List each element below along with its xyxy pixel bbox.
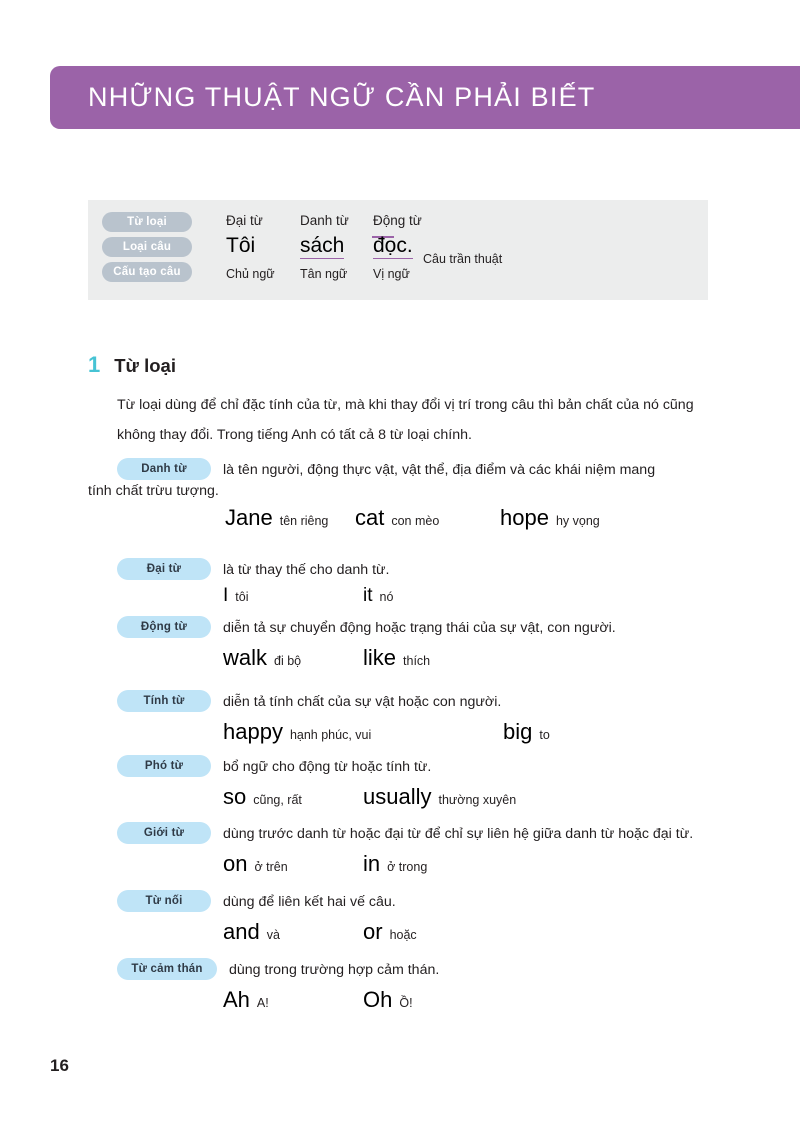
diagram-row-label-sentence-structure: Cấu tạo câu <box>102 262 192 282</box>
example-on-gloss: ở trên <box>254 860 288 874</box>
diagram-column-noun <box>300 213 349 281</box>
example-cat-gloss: con mèo <box>391 514 440 528</box>
diagram-row-label-sentence-type: Loại câu <box>102 237 192 257</box>
entry-adverb-definition: bổ ngữ cho động từ hoặc tính từ. <box>223 759 432 775</box>
example-big <box>503 719 550 745</box>
example-hope-gloss: hy vọng <box>555 514 600 528</box>
example-usually <box>363 784 516 810</box>
entry-preposition-definition: dùng trước danh từ hoặc đại từ để chỉ sự liên hệ giữa danh từ hoặc đại từ. <box>223 826 694 842</box>
example-happy-gloss: hạnh phúc, vui <box>289 728 372 742</box>
example-i <box>223 585 363 607</box>
example-happy-word: happy <box>223 719 283 744</box>
example-i-gloss: tôi <box>235 590 249 604</box>
entry-adjective-pill: Tính từ <box>117 690 211 712</box>
example-it-gloss: nó <box>379 590 394 604</box>
example-hope <box>500 505 600 531</box>
page-title: NHỮNG THUẬT NGỮ CẦN PHẢI BIẾT <box>88 82 596 112</box>
entry-noun-examples <box>225 505 717 531</box>
entry-pronoun-definition: là từ thay thế cho danh từ. <box>223 562 390 578</box>
sentence-structure-diagram <box>88 200 708 300</box>
diagram-sentence-type-note: Câu trần thuật <box>423 252 503 266</box>
diagram-col2-role: Tân ngữ <box>300 267 348 281</box>
example-it <box>363 585 393 607</box>
diagram-col1-word: Tôi <box>226 234 256 257</box>
example-usually-word: usually <box>363 784 432 809</box>
example-walk-gloss: đi bộ <box>274 654 302 668</box>
example-or-gloss: hoặc <box>389 928 417 942</box>
entry-conjunction-definition: dùng để liên kết hai vế câu. <box>223 894 396 910</box>
example-ah-gloss: A! <box>256 996 269 1010</box>
example-in-gloss: ở trong <box>387 860 428 874</box>
example-ah <box>223 987 363 1013</box>
diagram-col3-word-class: Động từ <box>373 213 422 228</box>
example-and <box>223 919 363 945</box>
example-cat <box>355 505 500 531</box>
example-big-gloss: to <box>539 728 550 742</box>
entry-pronoun <box>117 558 717 607</box>
example-walk-word: walk <box>223 645 268 670</box>
example-oh <box>363 987 413 1013</box>
example-so-gloss: cũng, rất <box>253 793 302 807</box>
section-heading <box>88 352 176 378</box>
entry-noun-pill: Danh từ <box>117 458 211 480</box>
example-like-word: like <box>363 645 397 670</box>
entry-preposition-pill: Giới từ <box>117 822 211 844</box>
example-in <box>363 851 427 877</box>
page-number: 16 <box>50 1056 69 1075</box>
entry-adjective-definition: diễn tả tính chất của sự vật hoặc con người. <box>223 694 502 710</box>
example-walk <box>223 645 363 671</box>
entry-conjunction <box>117 890 717 945</box>
diagram-col2-word <box>300 234 349 258</box>
section-intro-paragraph: Từ loại dùng để chỉ đặc tính của từ, mà khi thay đổi vị trí trong câu thì bản chất của nó cũng không thay đổi. Trong tiếng Anh có tất cả 8 từ loại chính. <box>117 397 694 443</box>
example-it-word: it <box>363 585 373 606</box>
diagram-col3-word <box>373 234 422 258</box>
entry-preposition <box>117 822 717 877</box>
example-on-word: on <box>223 851 248 876</box>
diagram-col2-word-class: Danh từ <box>300 213 349 228</box>
section-number: 1 <box>88 352 101 377</box>
example-cat-word: cat <box>355 505 385 530</box>
example-in-word: in <box>363 851 381 876</box>
example-big-word: big <box>503 719 533 744</box>
entry-adjective <box>117 690 717 745</box>
diagram-column-verb <box>373 213 422 281</box>
diagram-row-label-word-class: Từ loại <box>102 212 192 232</box>
example-ah-word: Ah <box>223 987 250 1012</box>
entry-adverb-examples <box>223 784 717 810</box>
example-on <box>223 851 363 877</box>
entry-pronoun-examples <box>223 585 717 607</box>
example-or-word: or <box>363 919 383 944</box>
example-like-gloss: thích <box>403 654 431 668</box>
entry-adverb <box>117 755 717 810</box>
example-happy <box>223 719 503 745</box>
entry-conjunction-examples <box>223 919 717 945</box>
entry-verb-examples <box>223 645 717 671</box>
entry-verb-definition: diễn tả sự chuyển động hoặc trạng thái của sự vật, con người. <box>223 620 616 636</box>
entry-noun-definition-cont: tính chất trừu tượng. <box>88 483 219 499</box>
diagram-column-pronoun <box>226 213 275 281</box>
diagram-col1-role: Chủ ngữ <box>226 267 275 281</box>
example-hope-word: hope <box>500 505 549 530</box>
diagram-col1-word-class: Đại từ <box>226 213 263 228</box>
example-or <box>363 919 417 945</box>
entry-verb-pill: Động từ <box>117 616 211 638</box>
diagram-row-labels <box>102 212 197 287</box>
entry-verb <box>117 616 717 671</box>
example-and-word: and <box>223 919 260 944</box>
example-oh-word: Oh <box>363 987 393 1012</box>
example-jane-gloss: tên riêng <box>279 514 329 528</box>
entry-noun <box>88 458 717 531</box>
example-and-gloss: và <box>266 928 280 942</box>
page-header-banner <box>50 66 800 129</box>
entry-pronoun-pill: Đại từ <box>117 558 211 580</box>
entry-preposition-examples <box>223 851 717 877</box>
section-title: Từ loại <box>114 355 176 376</box>
entry-noun-definition: là tên người, động thực vật, vật thể, địa điểm và các khái niệm mang <box>223 462 656 478</box>
example-jane-word: Jane <box>225 505 273 530</box>
diagram-col3-role: Vị ngữ <box>373 267 410 281</box>
diagram-col2-word-text: sách <box>300 234 345 257</box>
entry-conjunction-pill: Từ nối <box>117 890 211 912</box>
example-like <box>363 645 430 671</box>
example-so <box>223 784 363 810</box>
entry-interjection-definition: dùng trong trường hợp cảm thán. <box>229 962 440 978</box>
example-usually-gloss: thường xuyên <box>438 793 517 807</box>
entry-interjection-examples <box>223 987 717 1013</box>
entry-interjection-pill: Từ cảm thán <box>117 958 217 980</box>
entry-adverb-pill: Phó từ <box>117 755 211 777</box>
entry-adjective-examples <box>223 719 717 745</box>
example-oh-gloss: Ồ! <box>399 996 413 1010</box>
example-jane <box>225 505 355 531</box>
example-i-word: I <box>223 585 229 606</box>
diagram-col3-word-text: đọc. <box>373 234 413 257</box>
example-so-word: so <box>223 784 247 809</box>
entry-interjection <box>117 958 717 1013</box>
